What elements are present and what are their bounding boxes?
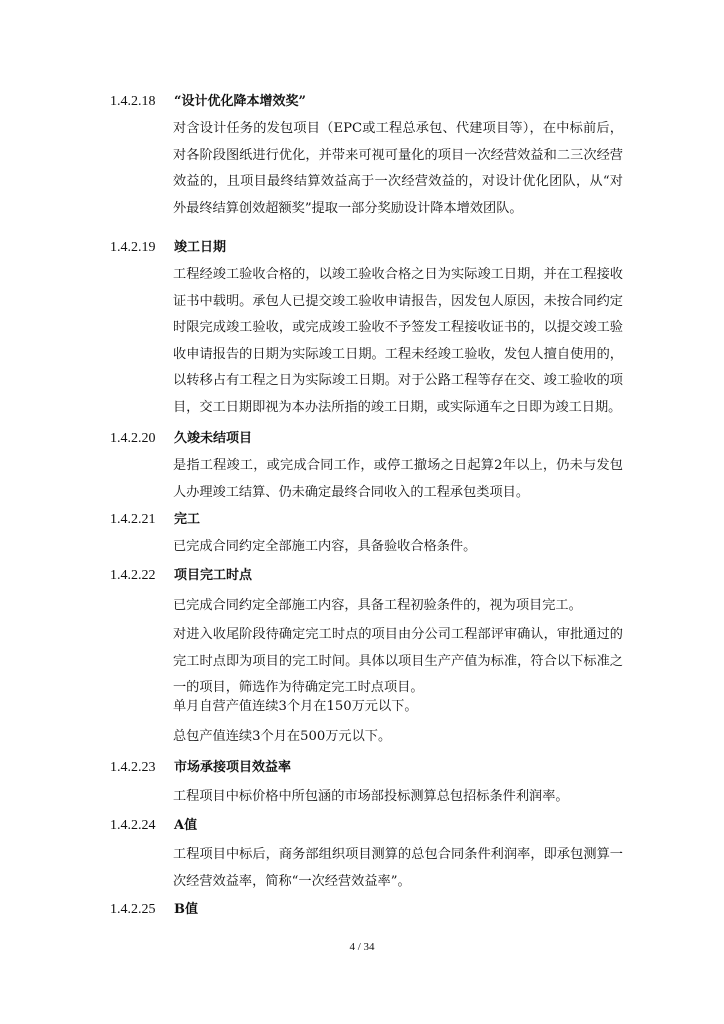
clause-number: 1.4.2.19 — [110, 240, 156, 255]
page-number: 4 / 34 — [349, 941, 375, 953]
clause-heading — [110, 427, 252, 447]
body-paragraph: 总包产值连续3个月在500万元以下。 — [173, 729, 392, 744]
clause-number: 1.4.2.24 — [110, 818, 156, 833]
clause-heading — [110, 90, 306, 110]
clause-title: 完工 — [174, 512, 201, 527]
clause-heading — [110, 564, 252, 584]
clause-title: 久竣未结项目 — [174, 431, 253, 446]
clause-heading — [110, 814, 197, 834]
clause-number: 1.4.2.20 — [110, 431, 156, 446]
clause-number: 1.4.2.25 — [110, 902, 156, 917]
body-paragraph: 已完成合同约定全部施工内容，具备验收合格条件。 — [173, 539, 477, 554]
clause-number: 1.4.2.18 — [110, 94, 156, 109]
clause-title: “设计优化降本增效奖” — [174, 94, 306, 109]
clause-heading — [110, 756, 291, 776]
body-paragraph: 单月自营产值连续3个月在150万元以下。 — [173, 699, 418, 714]
body-paragraph: 对含设计任务的发包项目（EPC或工程总承包、代建项目等），在中标前后，对各阶段图纸进行优化，并带来可视可量化的项目一次经营效益和二三次经营效益的，且项目最终结算效益高于一次经营效益的，对设计优化团队，从“对外最终结算创效超额奖”提取一部分奖励设计降本增效团队。 — [173, 121, 623, 216]
clause-number: 1.4.2.22 — [110, 568, 156, 583]
clause-title: 项目完工时点 — [174, 568, 253, 583]
body-paragraph: 是指工程竣工，或完成合同工作，或停工撤场之日起算2年以上，仍未与发包人办理竣工结算、仍未确定最终合同收入的工程承包类项目。 — [173, 458, 623, 500]
clause-title: B值 — [174, 902, 198, 917]
clause-number: 1.4.2.23 — [110, 760, 156, 775]
body-paragraph: 工程项目中标价格中所包涵的市场部投标测算总包招标条件利润率。 — [173, 789, 569, 804]
clause-heading — [110, 236, 226, 256]
clause-number: 1.4.2.21 — [110, 512, 156, 527]
clause-title: 竣工日期 — [174, 240, 227, 255]
clause-heading — [110, 508, 200, 528]
clause-title: A值 — [174, 818, 198, 833]
clause-title: 市场承接项目效益率 — [174, 760, 292, 775]
body-paragraph: 工程经竣工验收合格的，以竣工验收合格之日为实际竣工日期，并在工程接收证书中载明。承包人已提交竣工验收申请报告，因发包人原因，未按合同约定时限完成竣工验收，或完成竣工验收不予签发工程接收证书的，以提交竣工验收申请报告的日期为实际竣工日期。工程未经竣工验收，发包人擅自使用的，以转移占有工程之日为实际竣工日期。对于公路工程等存在交、竣工验收的项目，交工日期即视为本办法所指的竣工日期，或实际通车之日即为竣工日期。 — [173, 267, 623, 415]
body-paragraph: 对进入收尾阶段待确定完工时点的项目由分公司工程部评审确认，审批通过的完工时点即为项目的完工时间。具体以项目生产产值为标准，符合以下标准之一的项目，筛选作为待确定完工时点项目。 — [173, 627, 623, 696]
clause-heading — [110, 898, 198, 918]
body-paragraph: 工程项目中标后，商务部组织项目测算的总包合同条件利润率，即承包测算一次经营效益率，简称“一次经营效益率”。 — [173, 847, 623, 889]
body-paragraph: 已完成合同约定全部施工内容，具备工程初验条件的，视为项目完工。 — [173, 598, 582, 613]
